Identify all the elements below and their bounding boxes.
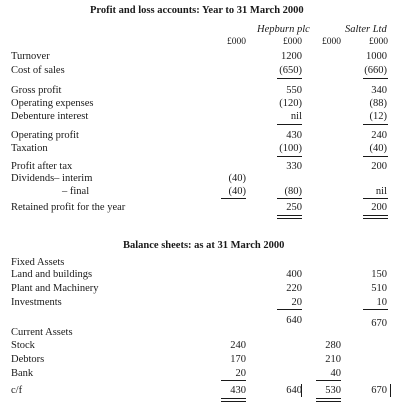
value-pat-salter: 200	[371, 161, 387, 172]
value-div-final: (40)	[228, 186, 246, 197]
value-turnover-salter: 1000	[366, 51, 387, 62]
double-rule	[221, 398, 246, 402]
value-opex-hepburn: (120)	[279, 98, 302, 109]
rule	[221, 380, 246, 381]
value-cf-salter-total: 670	[371, 385, 387, 396]
row-label-cf: c/f	[11, 385, 23, 396]
value-div-interim: (40)	[228, 173, 246, 184]
double-rule	[316, 398, 341, 402]
row-label-turnover: Turnover	[11, 51, 50, 62]
rule	[277, 198, 302, 199]
double-rule	[277, 215, 302, 219]
rule	[363, 78, 388, 79]
section-current-assets: Current Assets	[11, 327, 73, 338]
company-hepburn: Hepburn plc	[257, 24, 310, 35]
vertical-rule	[390, 384, 391, 397]
value-debint-salter: (12)	[369, 111, 387, 122]
rule	[363, 124, 388, 125]
row-label-debtors: Debtors	[11, 354, 45, 365]
row-label-profit-after-tax: Profit after tax	[11, 161, 73, 172]
value-fixed-total-hepburn: 640	[286, 315, 302, 326]
value-cos-salter: (660)	[364, 65, 387, 76]
row-label-retained-profit: Retained profit for the year	[11, 202, 126, 213]
value-land-salter: 150	[371, 269, 387, 280]
value-pat-hepburn: 330	[286, 161, 302, 172]
value-land-hepburn: 400	[286, 269, 302, 280]
row-label-bank: Bank	[11, 368, 34, 379]
company-salter: Salter Ltd	[345, 24, 387, 35]
row-label-operating-expenses: Operating expenses	[11, 98, 94, 109]
unit-header: £000	[283, 37, 302, 47]
bs-title: Balance sheets: as at 31 March 2000	[123, 240, 285, 251]
value-plant-hepburn: 220	[286, 283, 302, 294]
value-bank-hepburn: 20	[235, 368, 246, 379]
value-gross-salter: 340	[371, 85, 387, 96]
row-label-cost-of-sales: Cost of sales	[11, 65, 65, 76]
value-plant-salter: 510	[371, 283, 387, 294]
value-invest-hepburn: 20	[291, 297, 302, 308]
value-cos-hepburn: (650)	[279, 65, 302, 76]
row-label-taxation: Taxation	[11, 143, 48, 154]
value-stock-hepburn: 240	[230, 340, 246, 351]
value-opex-salter: (88)	[369, 98, 387, 109]
rule	[316, 380, 341, 381]
row-label-operating-profit: Operating profit	[11, 130, 79, 141]
value-tax-hepburn: (100)	[279, 143, 302, 154]
value-debtors-salter: 210	[325, 354, 341, 365]
value-retained-hepburn: 250	[286, 202, 302, 213]
value-bank-salter: 40	[330, 368, 341, 379]
value-cf-salter-subtotal: 530	[325, 385, 341, 396]
unit-header: £000	[322, 37, 341, 47]
rule	[277, 156, 302, 157]
value-div-total-salter: nil	[375, 186, 387, 197]
unit-header: £000	[369, 37, 388, 47]
row-label-debenture-interest: Debenture interest	[11, 111, 89, 122]
row-label-stock: Stock	[11, 340, 35, 351]
value-retained-salter: 200	[371, 202, 387, 213]
row-label-land-buildings: Land and buildings	[11, 269, 93, 280]
rule	[363, 156, 388, 157]
value-cf-hepburn-subtotal: 430	[230, 385, 246, 396]
value-debint-hepburn: nil	[290, 111, 302, 122]
value-stock-salter: 280	[325, 340, 341, 351]
row-label-dividends-final: – final	[62, 186, 90, 197]
unit-header: £000	[227, 37, 246, 47]
pl-title: Profit and loss accounts: Year to 31 March 2000	[90, 5, 304, 16]
rule	[363, 309, 388, 310]
row-label-investments: Investments	[11, 297, 62, 308]
row-label-plant-machinery: Plant and Machinery	[11, 283, 99, 294]
value-fixed-total-salter: 670	[371, 318, 387, 329]
rule	[277, 78, 302, 79]
rule	[221, 198, 246, 199]
rule	[277, 309, 302, 310]
rule	[363, 198, 388, 199]
value-cf-hepburn-total: 640	[286, 385, 302, 396]
value-turnover-hepburn: 1200	[281, 51, 302, 62]
row-label-dividends-interim: Dividends– interim	[11, 173, 93, 184]
vertical-rule	[301, 384, 302, 397]
rule	[277, 124, 302, 125]
section-fixed-assets: Fixed Assets	[11, 257, 65, 268]
value-tax-salter: (40)	[369, 143, 387, 154]
double-rule	[363, 215, 388, 219]
row-label-gross-profit: Gross profit	[11, 85, 62, 96]
value-opprofit-hepburn: 430	[286, 130, 302, 141]
value-debtors-hepburn: 170	[230, 354, 246, 365]
value-gross-hepburn: 550	[286, 85, 302, 96]
value-opprofit-salter: 240	[371, 130, 387, 141]
value-div-total-hepburn: (80)	[284, 186, 302, 197]
value-invest-salter: 10	[376, 297, 387, 308]
